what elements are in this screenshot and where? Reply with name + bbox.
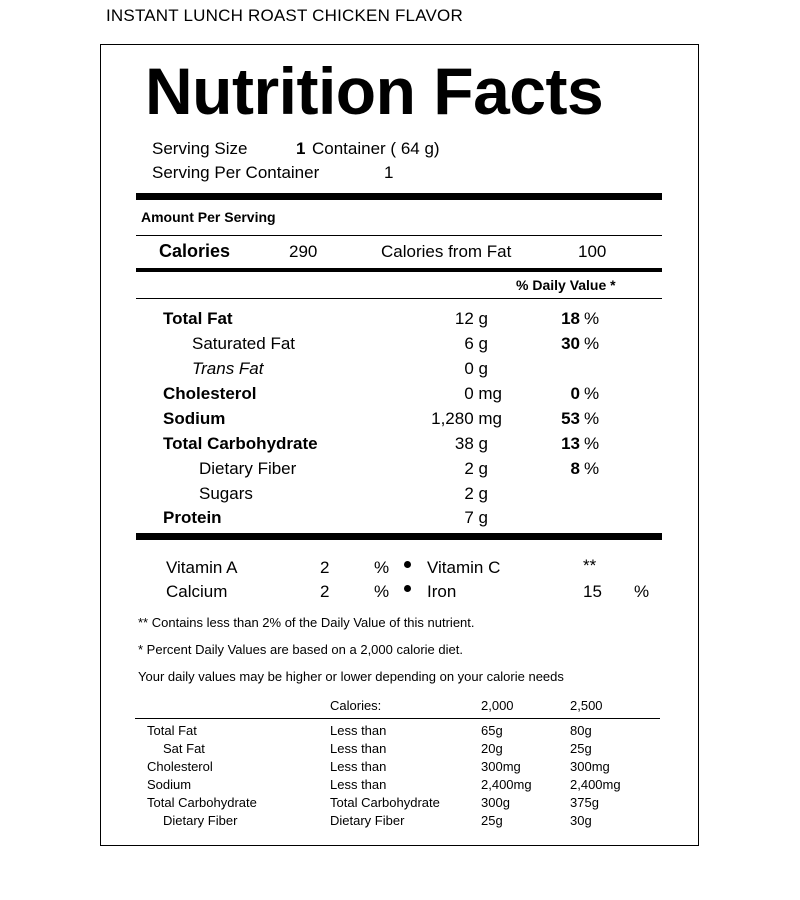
nutrient-name: Total Fat: [163, 309, 233, 328]
nutrient-name: Protein: [163, 508, 222, 527]
calories-from-fat-label: Calories from Fat: [381, 242, 512, 261]
nutrient-dv: 13: [561, 434, 580, 453]
vitamin-pct: %: [374, 582, 390, 601]
ref-cell: 25g: [570, 741, 592, 756]
ref-cell: 300mg: [481, 759, 521, 774]
divider: [136, 298, 662, 299]
nutrient-name: Sodium: [163, 409, 226, 428]
ref-header: 2,500: [570, 698, 603, 713]
nutrient-dv: 18: [561, 309, 580, 328]
servings-per-container-value: 1: [384, 163, 394, 182]
ref-cell: Cholesterol: [147, 759, 213, 774]
divider: [135, 718, 660, 719]
ref-cell: Less than: [330, 723, 387, 738]
vitamin-name: Vitamin A: [166, 558, 238, 577]
ref-header: Calories:: [330, 698, 382, 713]
divider: [136, 235, 662, 236]
nutrient-amount: 38 g: [454, 434, 488, 453]
ref-cell: Less than: [330, 777, 387, 792]
nutrient-amount: 1,280 mg: [431, 409, 502, 428]
ref-cell: 375g: [570, 795, 599, 810]
ref-cell: Total Carbohydrate: [330, 795, 440, 810]
ref-cell: Less than: [330, 759, 387, 774]
serving-size-label: Serving Size: [152, 139, 248, 158]
nutrient-amount: 12 g: [454, 309, 488, 328]
nutrient-name: Saturated Fat: [192, 334, 296, 353]
ref-cell: 30g: [570, 813, 592, 828]
vitamin-value: 2: [320, 582, 330, 601]
footnote: ** Contains less than 2% of the Daily Value of this nutrient.: [138, 615, 475, 630]
ref-cell: 300g: [481, 795, 510, 810]
nutrient-dv: 0: [570, 384, 580, 403]
vitamin-name: Vitamin C: [427, 558, 501, 577]
ref-cell: Sat Fat: [163, 741, 205, 756]
vitamin-pct: %: [374, 558, 390, 577]
nutrient-pct: %: [584, 309, 600, 328]
amount-per-serving-label: Amount Per Serving: [141, 209, 276, 225]
ref-cell: Less than: [330, 741, 387, 756]
ref-header: 2,000: [481, 698, 514, 713]
serving-size-qty: 1: [296, 139, 306, 158]
nutrition-facts-title: Nutrition Facts: [145, 54, 604, 128]
nutrient-name: Total Carbohydrate: [163, 434, 318, 453]
serving-size-unit: Container ( 64 g): [312, 139, 440, 158]
ref-cell: 20g: [481, 741, 503, 756]
nutrient-amount: 7 g: [464, 508, 488, 527]
ref-cell: 2,400mg: [481, 777, 532, 792]
ref-cell: Total Fat: [147, 723, 197, 738]
medium-divider: [136, 268, 662, 272]
nutrient-amount: 6 g: [464, 334, 488, 353]
thick-divider: [136, 533, 662, 540]
calories-from-fat-value: 100: [578, 242, 607, 261]
ref-cell: 2,400mg: [570, 777, 621, 792]
ref-cell: Dietary Fiber: [163, 813, 238, 828]
nutrient-pct: %: [584, 434, 600, 453]
product-name: INSTANT LUNCH ROAST CHICKEN FLAVOR: [106, 6, 463, 25]
vitamin-pct: %: [634, 582, 650, 601]
ref-cell: Total Carbohydrate: [147, 795, 257, 810]
nutrient-amount: 0 mg: [464, 384, 502, 403]
nutrient-amount: 0 g: [464, 359, 488, 378]
bullet-icon: [404, 585, 411, 592]
ref-cell: 300mg: [570, 759, 610, 774]
nutrient-pct: %: [584, 384, 600, 403]
vitamin-name: Iron: [427, 582, 457, 601]
ref-cell: Sodium: [147, 777, 192, 792]
nutrient-amount: 2 g: [464, 459, 488, 478]
nutrient-dv: 8: [570, 459, 580, 478]
footnote: * Percent Daily Values are based on a 2,000 calorie diet.: [138, 642, 463, 657]
bullet-icon: [404, 561, 411, 568]
vitamin-value: 15: [583, 582, 602, 601]
calories-value: 290: [289, 242, 318, 261]
daily-value-header: % Daily Value *: [516, 277, 616, 293]
calories-label: Calories: [159, 241, 231, 261]
vitamin-value: 2: [320, 558, 330, 577]
nutrient-name: Dietary Fiber: [199, 459, 297, 478]
footnote: Your daily values may be higher or lower depending on your calorie needs: [138, 669, 564, 684]
nutrient-name: Sugars: [199, 484, 253, 503]
ref-cell: 80g: [570, 723, 592, 738]
nutrient-dv: 30: [561, 334, 580, 353]
ref-cell: Dietary Fiber: [330, 813, 405, 828]
nutrient-amount: 2 g: [464, 484, 488, 503]
nutrient-dv: 53: [561, 409, 580, 428]
nutrient-pct: %: [584, 459, 600, 478]
nutrient-pct: %: [584, 409, 600, 428]
nutrient-name: Cholesterol: [163, 384, 257, 403]
ref-cell: 65g: [481, 723, 503, 738]
ref-cell: 25g: [481, 813, 503, 828]
servings-per-container-label: Serving Per Container: [152, 163, 320, 182]
thick-divider: [136, 193, 662, 200]
nutrient-pct: %: [584, 334, 600, 353]
vitamin-name: Calcium: [166, 582, 228, 601]
vitamin-value: **: [583, 556, 597, 575]
nutrient-name: Trans Fat: [192, 359, 264, 378]
